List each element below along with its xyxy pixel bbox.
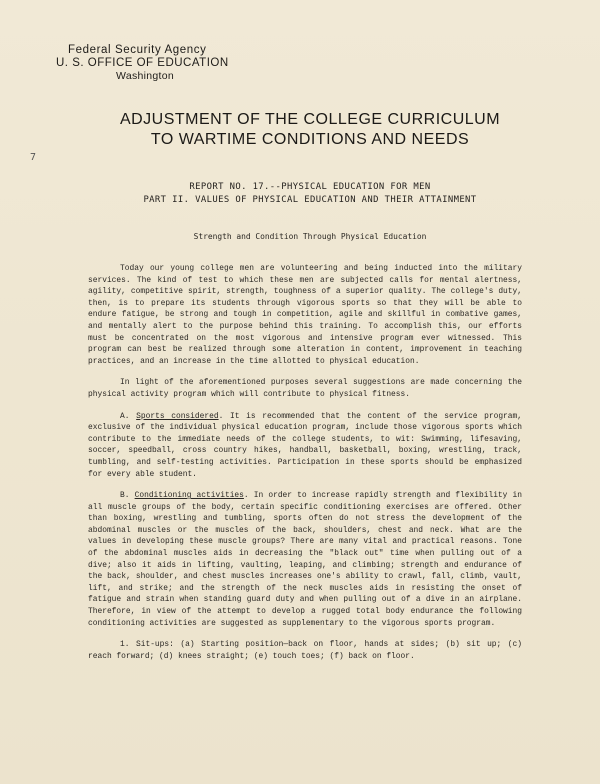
office-name: U. S. OFFICE OF EDUCATION (56, 57, 229, 69)
exercise-item-situps: 1. Sit-ups: (a) Starting position—back on floor, hands at sides; (b) sit up; (c) reach forward; (d) knees straight; (e) touch toes; (f) back on floor. (88, 640, 522, 661)
paragraph-conditioning-prefix: B. (120, 491, 130, 501)
document-title (80, 110, 540, 150)
section-title: Strength and Condition Through Physical Education (193, 232, 427, 241)
paragraph-sports-prefix: A. (120, 411, 130, 421)
margin-mark: 7 (30, 152, 37, 163)
paragraph-conditioning-heading: Conditioning activities (134, 491, 244, 501)
paragraph-conditioning-body: . In order to increase rapidly strength and flexibility in all muscle groups of the body, certain specific conditioning exercises are offered. Other than boxing, wrestling and tumbling, sports often do not stress the development of the abdominal muscles or the muscles of the back, shoulders, chest and neck. What are the values in developing these muscle groups? There are many vital and practical reasons. Tone of the abdominal muscles aids in decreasing the "black out" time when pulling out of a dive; also it aids in lifting, vaulting, leaping, and climbing; strength and endurance of the back, shoulder, and chest muscles increases one's ability to crawl, fall, climb, vault, lift, and strike; and the strength of the neck muscles aids in resisting the onset of fatigue and strain when standing guard duty and when pulling out of a dive in an airplane. Therefore, in view of the attempt to develop a rugged total body endurance the following conditioning activities are suggested as supplementary to the vigorous sports program. (88, 491, 522, 628)
paragraph-sports-heading: Sports considered (136, 411, 219, 421)
paragraph-sports (88, 411, 522, 481)
report-heading (100, 181, 520, 206)
paragraph-intro: Today our young college men are volunteering and being inducted into the military services. The kind of test to which these men are subjected calls for mental alertness, agility, competitive spirit, strength, toughness of a superior quality. The college's duty, then, is to prepare its students through vigorous sports so that they will be able to endure fatigue, be strong and tough in competition, agile and skillful in combative games, and mentally alert to the purpose behind this training. To accomplish this, our efforts must be concentrated on the most vigorous and intensive program ever witnessed. This program can best be realized through some alteration in content, improvement in teaching practices, and an increase in the time allotted to physical education. (88, 264, 522, 366)
agency-header (56, 44, 256, 83)
office-location: Washington (116, 70, 175, 82)
title-line-2: TO WARTIME CONDITIONS AND NEEDS (150, 131, 470, 148)
paragraph-purposes: In light of the aforementioned purposes several suggestions are made concerning the physical activity program which will contribute to physical fitness. (88, 378, 522, 399)
report-number: REPORT NO. 17.--PHYSICAL EDUCATION FOR MEN (189, 182, 431, 192)
title-line-1: ADJUSTMENT OF THE COLLEGE CURRICULUM (119, 111, 501, 128)
agency-name: Federal Security Agency (68, 44, 207, 56)
paragraph-sports-body: . It is recommended that the content of the service program, exclusive of the individual physical education program, include those vigorous sports which contribute to the immediate needs of the college students, to wit: Swimming, lifesaving, soccer, speedball, cross country hikes, handball, basketball, boxing, wrestling, track, tumbling, and self-testing activities. Participation in these sports should be emphasized for every able student. (88, 411, 522, 479)
paragraph-conditioning (88, 490, 522, 629)
report-part: PART II. VALUES OF PHYSICAL EDUCATION AND THEIR ATTAINMENT (143, 194, 477, 205)
document-body (88, 263, 522, 672)
